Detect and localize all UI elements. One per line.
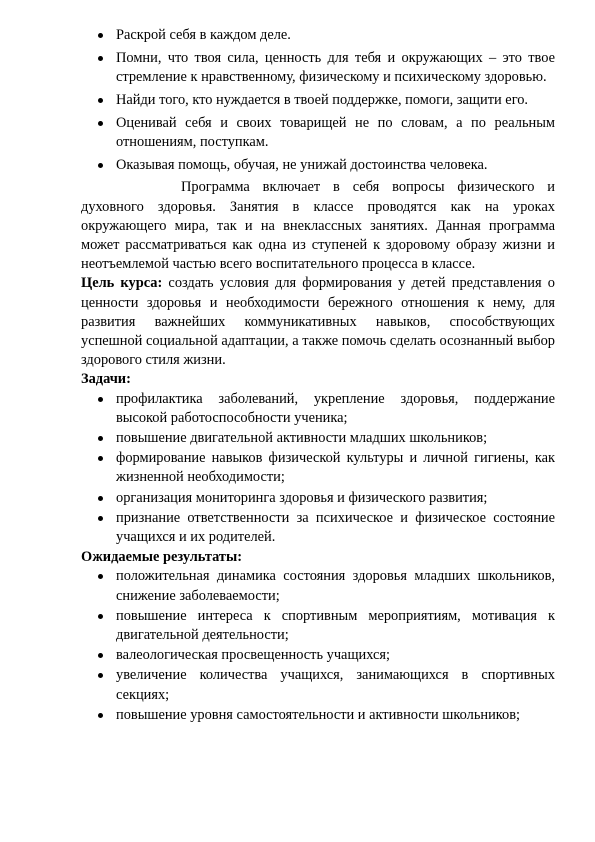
goal-paragraph	[81, 274, 555, 370]
list-item	[81, 390, 555, 428]
list-item-text: признание ответственности за психическое и физическое состояние учащихся и их родителей.	[116, 509, 555, 546]
list-item	[81, 489, 555, 508]
bullet-icon	[98, 574, 103, 579]
tasks-list	[81, 390, 555, 548]
program-paragraph: Программа включает в себя вопросы физического и духовного здоровья. Занятия в классе проводятся как на уроках окружающего мира, так и на внеклассных занятиях. Данная программа может рассматриваться как одна из ступеней к здоровому образу жизни и неотъемлемой частью всего воспитательного процесса в классе.	[81, 179, 555, 273]
goal-text: создать условия для формирования у детей представления о ценности здоровья и необходимости бережного отношения к нему, для развития важнейших коммуникативных навыков, способствующих успешной социальной адаптации, а также помочь сделать осознанный выбор здорового стиля жизни.	[81, 275, 555, 369]
bullet-icon	[98, 397, 103, 402]
list-item	[81, 706, 555, 725]
bullet-icon	[98, 163, 103, 168]
principles-list	[81, 26, 555, 175]
list-item	[81, 646, 555, 665]
list-item-text: увеличение количества учащихся, занимающихся в спортивных секциях;	[116, 667, 555, 703]
list-item	[81, 429, 555, 448]
bullet-icon	[98, 516, 103, 521]
bullet-icon	[98, 98, 103, 103]
bullet-icon	[98, 496, 103, 501]
list-item	[81, 509, 555, 547]
list-item	[81, 114, 555, 152]
list-item-text: валеологическая просвещенность учащихся;	[116, 647, 391, 664]
bullet-icon	[98, 653, 103, 658]
list-item	[81, 449, 555, 487]
list-item-text: Оказывая помощь, обучая, не унижай достоинства человека.	[116, 156, 488, 173]
tasks-heading: Задачи:	[81, 371, 131, 388]
list-item	[81, 666, 555, 704]
bullet-icon	[98, 614, 103, 619]
bullet-icon	[98, 33, 103, 38]
results-list	[81, 567, 555, 725]
list-item	[81, 26, 555, 45]
list-item	[81, 49, 555, 87]
list-item-text: профилактика заболеваний, укрепление здоровья, поддержание высокой работоспособности ученика;	[116, 390, 555, 426]
bullet-icon	[98, 56, 103, 61]
list-item-text: положительная динамика состояния здоровья младших школьников, снижение заболеваемости;	[116, 568, 555, 604]
bullet-icon	[98, 456, 103, 461]
list-item-text: формирование навыков физической культуры и личной гигиены, как жизненной необходимости;	[116, 450, 555, 486]
list-item-text: повышение двигательной активности младших школьников;	[116, 430, 488, 447]
list-item-text: Оценивай себя и своих товарищей не по словам, а по реальным отношениям, поступкам.	[116, 114, 555, 150]
list-item	[81, 607, 555, 645]
list-item	[81, 567, 555, 605]
list-item-text: Найди того, кто нуждается в твоей поддержке, помоги, защити его.	[116, 91, 529, 108]
list-item	[81, 156, 555, 175]
document-page	[81, 26, 555, 726]
goal-label: Цель курса:	[81, 275, 163, 292]
bullet-icon	[98, 436, 103, 441]
bullet-icon	[98, 121, 103, 126]
list-item-text: Помни, что твоя сила, ценность для тебя и окружающих – это твое стремление к нравственному, физическому и психическому здоровью.	[116, 49, 555, 85]
list-item	[81, 91, 555, 110]
list-item-text: организация мониторинга здоровья и физического развития;	[116, 489, 488, 506]
bullet-icon	[98, 713, 103, 718]
list-item-text: повышение интереса к спортивным мероприятиям, мотивация к двигательной деятельности;	[116, 607, 555, 644]
results-heading: Ожидаемые результаты:	[81, 549, 242, 566]
list-item-text: Раскрой себя в каждом деле.	[116, 27, 291, 43]
list-item-text: повышение уровня самостоятельности и активности школьников;	[116, 706, 521, 723]
bullet-icon	[98, 673, 103, 678]
